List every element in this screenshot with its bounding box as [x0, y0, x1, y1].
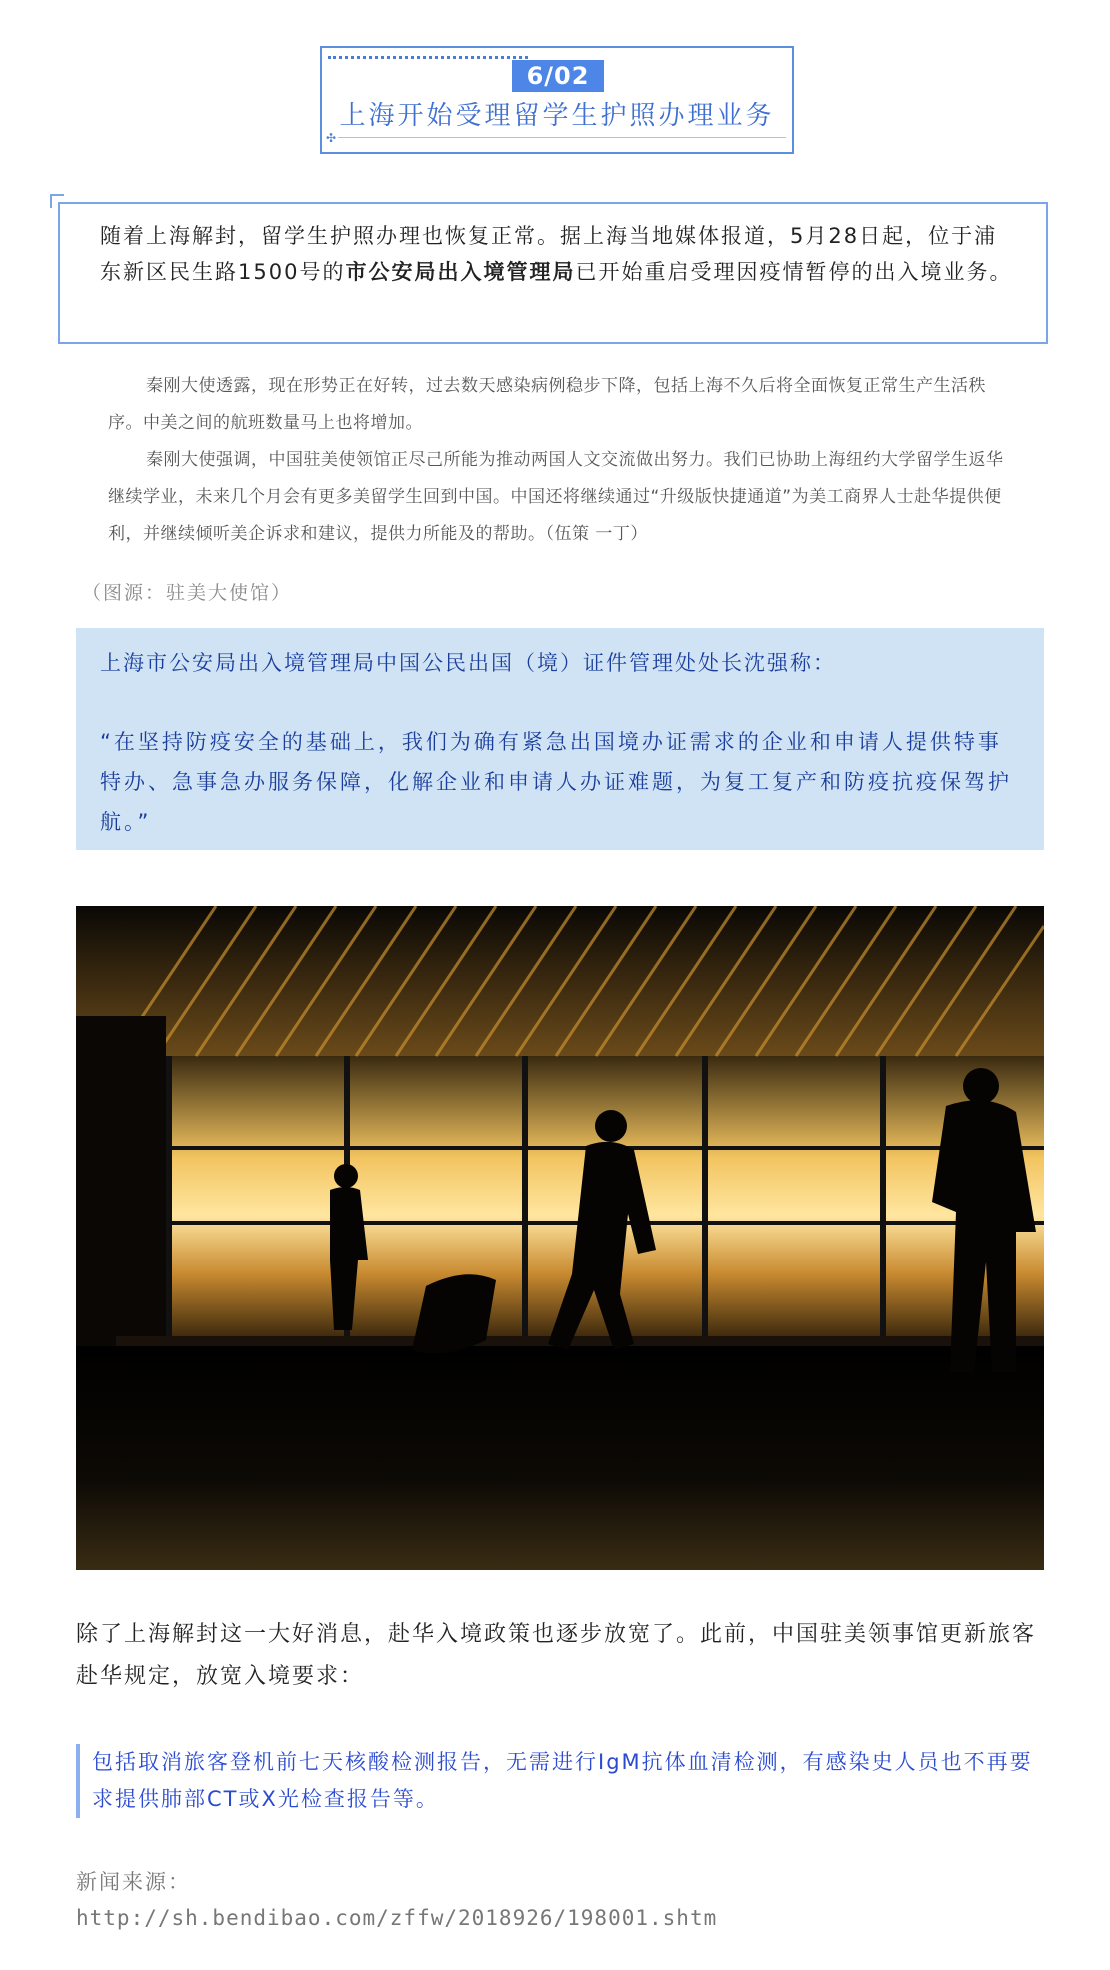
intro-text-part2: 已开始重启受理因疫情暂停的出入境业务。	[575, 260, 1013, 284]
intro-text-bold: 市公安局出入境管理局	[345, 260, 576, 284]
airport-travelers-silhouette-icon	[76, 906, 1044, 1570]
header-date-badge: 6/02	[512, 60, 604, 92]
source-label: 新闻来源：	[76, 1870, 191, 1894]
intro-paragraph	[100, 218, 1020, 290]
blockquote-text: 包括取消旅客登机前七天核酸检测报告，无需进行IgM抗体血清检测，有感染史人员也不再要求提供肺部CT或X光检查报告等。	[92, 1750, 1033, 1811]
quoted-paragraph: 秦刚大使强调，中国驻美使领馆正尽己所能为推动两国人文交流做出努力。我们已协助上海纽约大学留学生返华继续学业，未来几个月会有更多美留学生回到中国。中国还将继续通过“升级版快捷通道”为美工商界人士赴华提供便利，并继续倾听美企诉求和建议，提供力所能及的帮助。（伍策 一丁）	[108, 450, 1004, 544]
source-url[interactable]: http://sh.bendibao.com/zffw/2018926/198001.shtm	[76, 1906, 718, 1930]
intro-text-part1: 随着上海解封，留学生护照办理也恢复正常。据上海当地媒体报道，5月28日起，位于浦东新区民生路1500号的	[100, 224, 998, 284]
airport-photo	[76, 906, 1044, 1570]
image-source-caption: （图源：驻美大使馆）	[82, 582, 293, 604]
quote-text: “在坚持防疫安全的基础上，我们为确有紧急出国境办证需求的企业和申请人提供特事特办、急事急办服务保障，化解企业和申请人办证难题，为复工复产和防疫抗疫保驾护航。”	[100, 730, 1012, 834]
header-underline	[338, 137, 786, 138]
body-paragraph: 除了上海解封这一大好消息，赴华入境政策也逐步放宽了。此前，中国驻美领事馆更新旅客赴华规定，放宽入境要求：	[76, 1622, 1037, 1689]
page-title: 上海开始受理留学生护照办理业务	[339, 101, 775, 131]
header-dotted-line	[328, 56, 528, 59]
decorative-mark-icon: ✣	[326, 131, 337, 145]
quote-label: 上海市公安局出入境管理局中国公民出国（境）证件管理处处长沈强称：	[100, 651, 836, 675]
blockquote-bar	[76, 1744, 80, 1818]
quoted-paragraph: 秦刚大使透露，现在形势正在好转，过去数天感染病例稳步下降，包括上海不久后将全面恢复正常生产生活秩序。中美之间的航班数量马上也将增加。	[108, 376, 986, 433]
